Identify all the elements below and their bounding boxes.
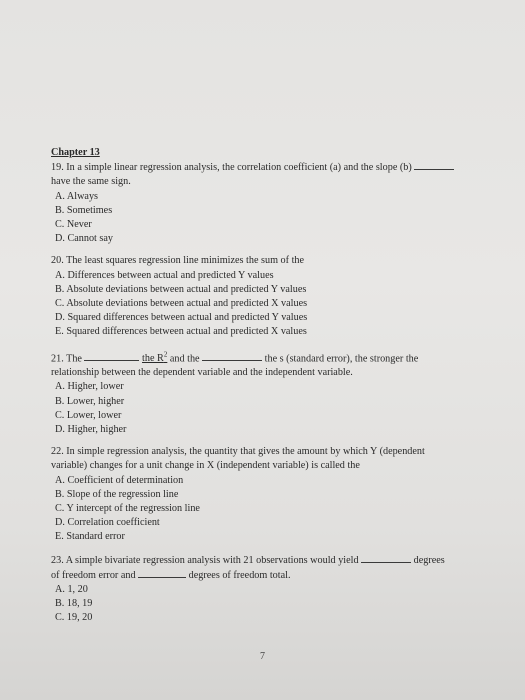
option-a: A. 1, 20 [55,584,88,596]
option-c: C. Lower, lower [55,409,122,421]
option-b: B. Lower, higher [55,395,125,407]
option-d: D. Correlation coefficient [55,517,160,529]
answer-blank [202,351,262,361]
page-number: 7 [260,651,265,662]
question-19-stem: 19. In a simple linear regression analysis, the correlation coefficient (a) and the slope (b) [51,162,412,174]
question-21: 21. The the $R^2$ and the the s (standard error), the stronger the relationship between the dependent variable and the independent variable. A. Higher, lower B. Lower, higher C. Lower, lower D. Higher, higher [51,348,501,438]
option-a: A. Differences between actual and predicted Y values [55,269,274,281]
question-22-stem-cont: variable) changes for a unit change in X (independent variable) is called the [51,460,360,472]
option-c: C. Absolute deviations between actual and predicted X values [55,298,308,310]
question-19-stem-cont: have the same sign. [51,176,131,188]
option-c: C. Never [55,219,92,231]
question-20-stem: 20. The least squares regression line minimizes the sum of the [51,255,305,267]
option-a: A. Coefficient of determination [55,474,184,486]
chapter-heading: Chapter 13 [51,147,100,158]
question-23: 23. A simple bivariate regression analysis with 21 observations would yield degrees of freedom error and degrees of freedom total. A. 1, 20 B. 18, 19 C. 19, 20 [51,553,501,626]
option-a: A. Higher, lower [55,381,124,393]
option-e: E. Standard error [55,531,125,543]
option-b: B. Slope of the regression line [55,488,179,500]
option-d: D. Squared differences between actual and predicted Y values [55,312,308,324]
question-23-stem-cont: of freedom error and [51,569,136,581]
answer-blank [84,351,139,361]
question-20 [51,254,501,339]
option-b: B. 18, 19 [55,598,93,610]
option-d: D. Cannot say [55,233,114,245]
question-21-r-squared: the $R^2$ [142,350,168,365]
option-e: E. Squared differences between actual and predicted X values [55,326,307,338]
answer-blank [361,553,411,563]
question-22-stem: 22. In simple regression analysis, the quantity that gives the amount by which Y (dependent [51,446,425,458]
question-21-stem-cont: relationship between the dependent variable and the independent variable. [51,367,353,379]
answer-blank [414,160,454,170]
option-b: B. Sometimes [55,204,113,216]
answer-blank [138,568,186,578]
question-22 [51,445,501,544]
worksheet-content [51,146,501,626]
option-c: C. Y intercept of the regression line [55,503,200,515]
option-d: D. Higher, higher [55,424,127,436]
option-c: C. 19, 20 [55,612,93,624]
question-23-stem: 23. A simple bivariate regression analysis with 21 observations would yield [51,554,359,566]
question-19 [51,160,501,246]
option-a: A. Always [55,190,99,202]
option-b: B. Absolute deviations between actual and predicted Y values [55,283,307,295]
question-21-stem: 21. The [51,353,82,365]
